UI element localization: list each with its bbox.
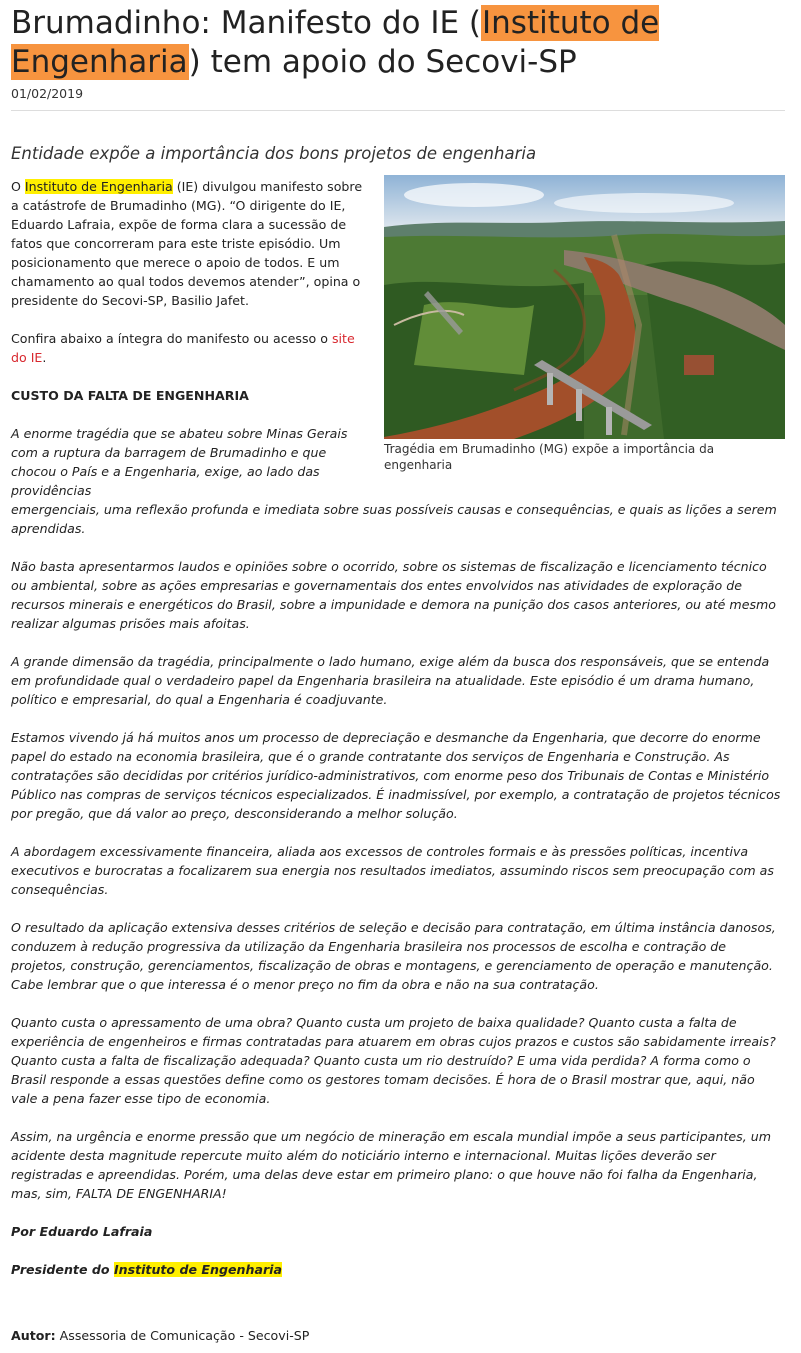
signature-role: Presidente do Instituto de Engenharia [11, 1262, 282, 1277]
article [11, 0, 785, 1298]
author-line [11, 1328, 309, 1343]
author-label: Autor: [11, 1328, 56, 1343]
manifesto-paragraph-1b: emergenciais, uma reflexão profunda e imediata sobre suas possíveis causas e consequências, e quais as lições a serem aprendidas. [11, 502, 777, 536]
intro-highlight: Instituto de Engenharia [24, 179, 173, 194]
divider [11, 110, 785, 111]
manifesto-paragraph-5: A abordagem excessivamente financeira, aliada aos excessos de controles formais e às pressões políticas, incentiva executivos e burocratas a focalizarem sua energia nos resultados imediatos, assumindo riscos sem preocupação com as consequências. [11, 844, 774, 897]
signature: Por Eduardo Lafraia [11, 1224, 153, 1239]
image-caption: Tragédia em Brumadinho (MG) expõe a importância da engenharia [384, 442, 715, 472]
manifesto-paragraph-7: Quanto custa o apressamento de uma obra? Quanto custa um projeto de baixa qualidade? Quanto custa a falta de experiência de engenheiros e firmas contratadas para atuarem em obras cujos prazos e custos são sabidamente irreais? Quanto custa a falta de fiscalização adequada? Quanto custa um rio destruído? E uma vida perdida? A forma como o Brasil responde a essas questões define como os gestores tomam decisões. É hora de o Brasil mostrar que, aqui, não vale a pena fazer esse tipo de economia. [11, 1015, 776, 1106]
manifesto-paragraph-4: Estamos vivendo já há muitos anos um processo de depreciação e desmanche da Engenharia, que decorre do enorme papel do estado na economia brasileira, que é o grande contratante dos serviços de Engenharia e Construção. As contratações são decididas por critérios jurídico-administrativos, com enorme peso dos Tribunais de Contas e Ministério Público nas compras de serviços técnicos especializados. É inadmissível, por exemplo, a contratação de projetos técnicos por pregão, que dá valor ao preço, desconsiderando a melhor solução. [11, 730, 781, 821]
manifesto-paragraph-1a: A enorme tragédia que se abateu sobre Minas Gerais com a ruptura da barragem de Brumadinho e que chocou o País e a Engenharia, exige, ao lado das providências [11, 426, 348, 498]
article-date: 01/02/2019 [11, 86, 84, 101]
article-figure [384, 175, 785, 473]
intro-paragraph: O Instituto de Engenharia (IE) divulgou manifesto sobre a catástrofe de Brumadinho (MG). “O dirigente do IE, Eduardo Lafraia, expõe de forma clara a sucessão de fatos que concorreram para este triste episódio. Um posicionamento que merece o apoio de todos. E um chamamento ao qual todos devemos atender”, opina o presidente do Secovi-SP, Basilio Jafet. [11, 179, 363, 308]
author-value: Assessoria de Comunicação - Secovi-SP [55, 1328, 310, 1343]
manifesto-paragraph-6: O resultado da aplicação extensiva desses critérios de seleção e decisão para contratação, em última instância danosos, conduzem à redução progressiva da utilização da Engenharia brasileira nos processos de escolha e contração de projetos, construção, gerenciamentos, fiscalização de obras e montagens, e gerenciamento de operação e manutenção. Cabe lembrar que o que interessa é o menor preço no fim da obra e não na sua contratação. [11, 920, 776, 992]
manifesto-paragraph-3: A grande dimensão da tragédia, principalmente o lado humano, exige além da busca dos responsáveis, que se entenda em profundidade qual o verdadeiro papel da Engenharia brasileira na atualidade. Este episódio é um drama humano, político e empresarial, do qual a Engenharia é coadjuvante. [11, 654, 770, 707]
title-highlight: Instituto de Engenharia [11, 5, 660, 80]
brumadinho-aerial-photo [384, 175, 785, 439]
role-highlight: Instituto de Engenharia [113, 1262, 282, 1277]
article-title: Brumadinho: Manifesto do IE (Instituto de Engenharia) tem apoio do Secovi-SP [11, 5, 660, 80]
manifesto-paragraph-8: Assim, na urgência e enorme pressão que um negócio de mineração em escala mundial impõe a seus participantes, um acidente desta magnitude repercute muito além do noticiário interno e internacional. Muitas lições deverão ser registradas e apreendidas. Porém, uma delas deve estar em primeiro plano: o que houve não foi falha da Engenharia, mas, sim, FALTA DE ENGENHARIA! [11, 1129, 771, 1201]
confira-paragraph: Confira abaixo a íntegra do manifesto ou acesso o site do IE. [11, 331, 355, 365]
section-heading: CUSTO DA FALTA DE ENGENHARIA [11, 388, 249, 403]
article-body [11, 177, 785, 1279]
site-ie-link[interactable]: site do IE [11, 331, 355, 365]
article-subtitle: Entidade expõe a importância dos bons projetos de engenharia [11, 144, 537, 163]
manifesto-paragraph-2: Não basta apresentarmos laudos e opiniões sobre o ocorrido, sobre os sistemas de fiscalização e licenciamento técnico ou ambiental, sobre as ações empresarias e governamentais dos entes envolvidos nas atividades de exploração de recursos minerais e energéticos do Brasil, sobre a impunidade e demora na punição dos casos anteriores, ou até mesmo realizar algumas prisões mais afoitas. [11, 559, 776, 631]
